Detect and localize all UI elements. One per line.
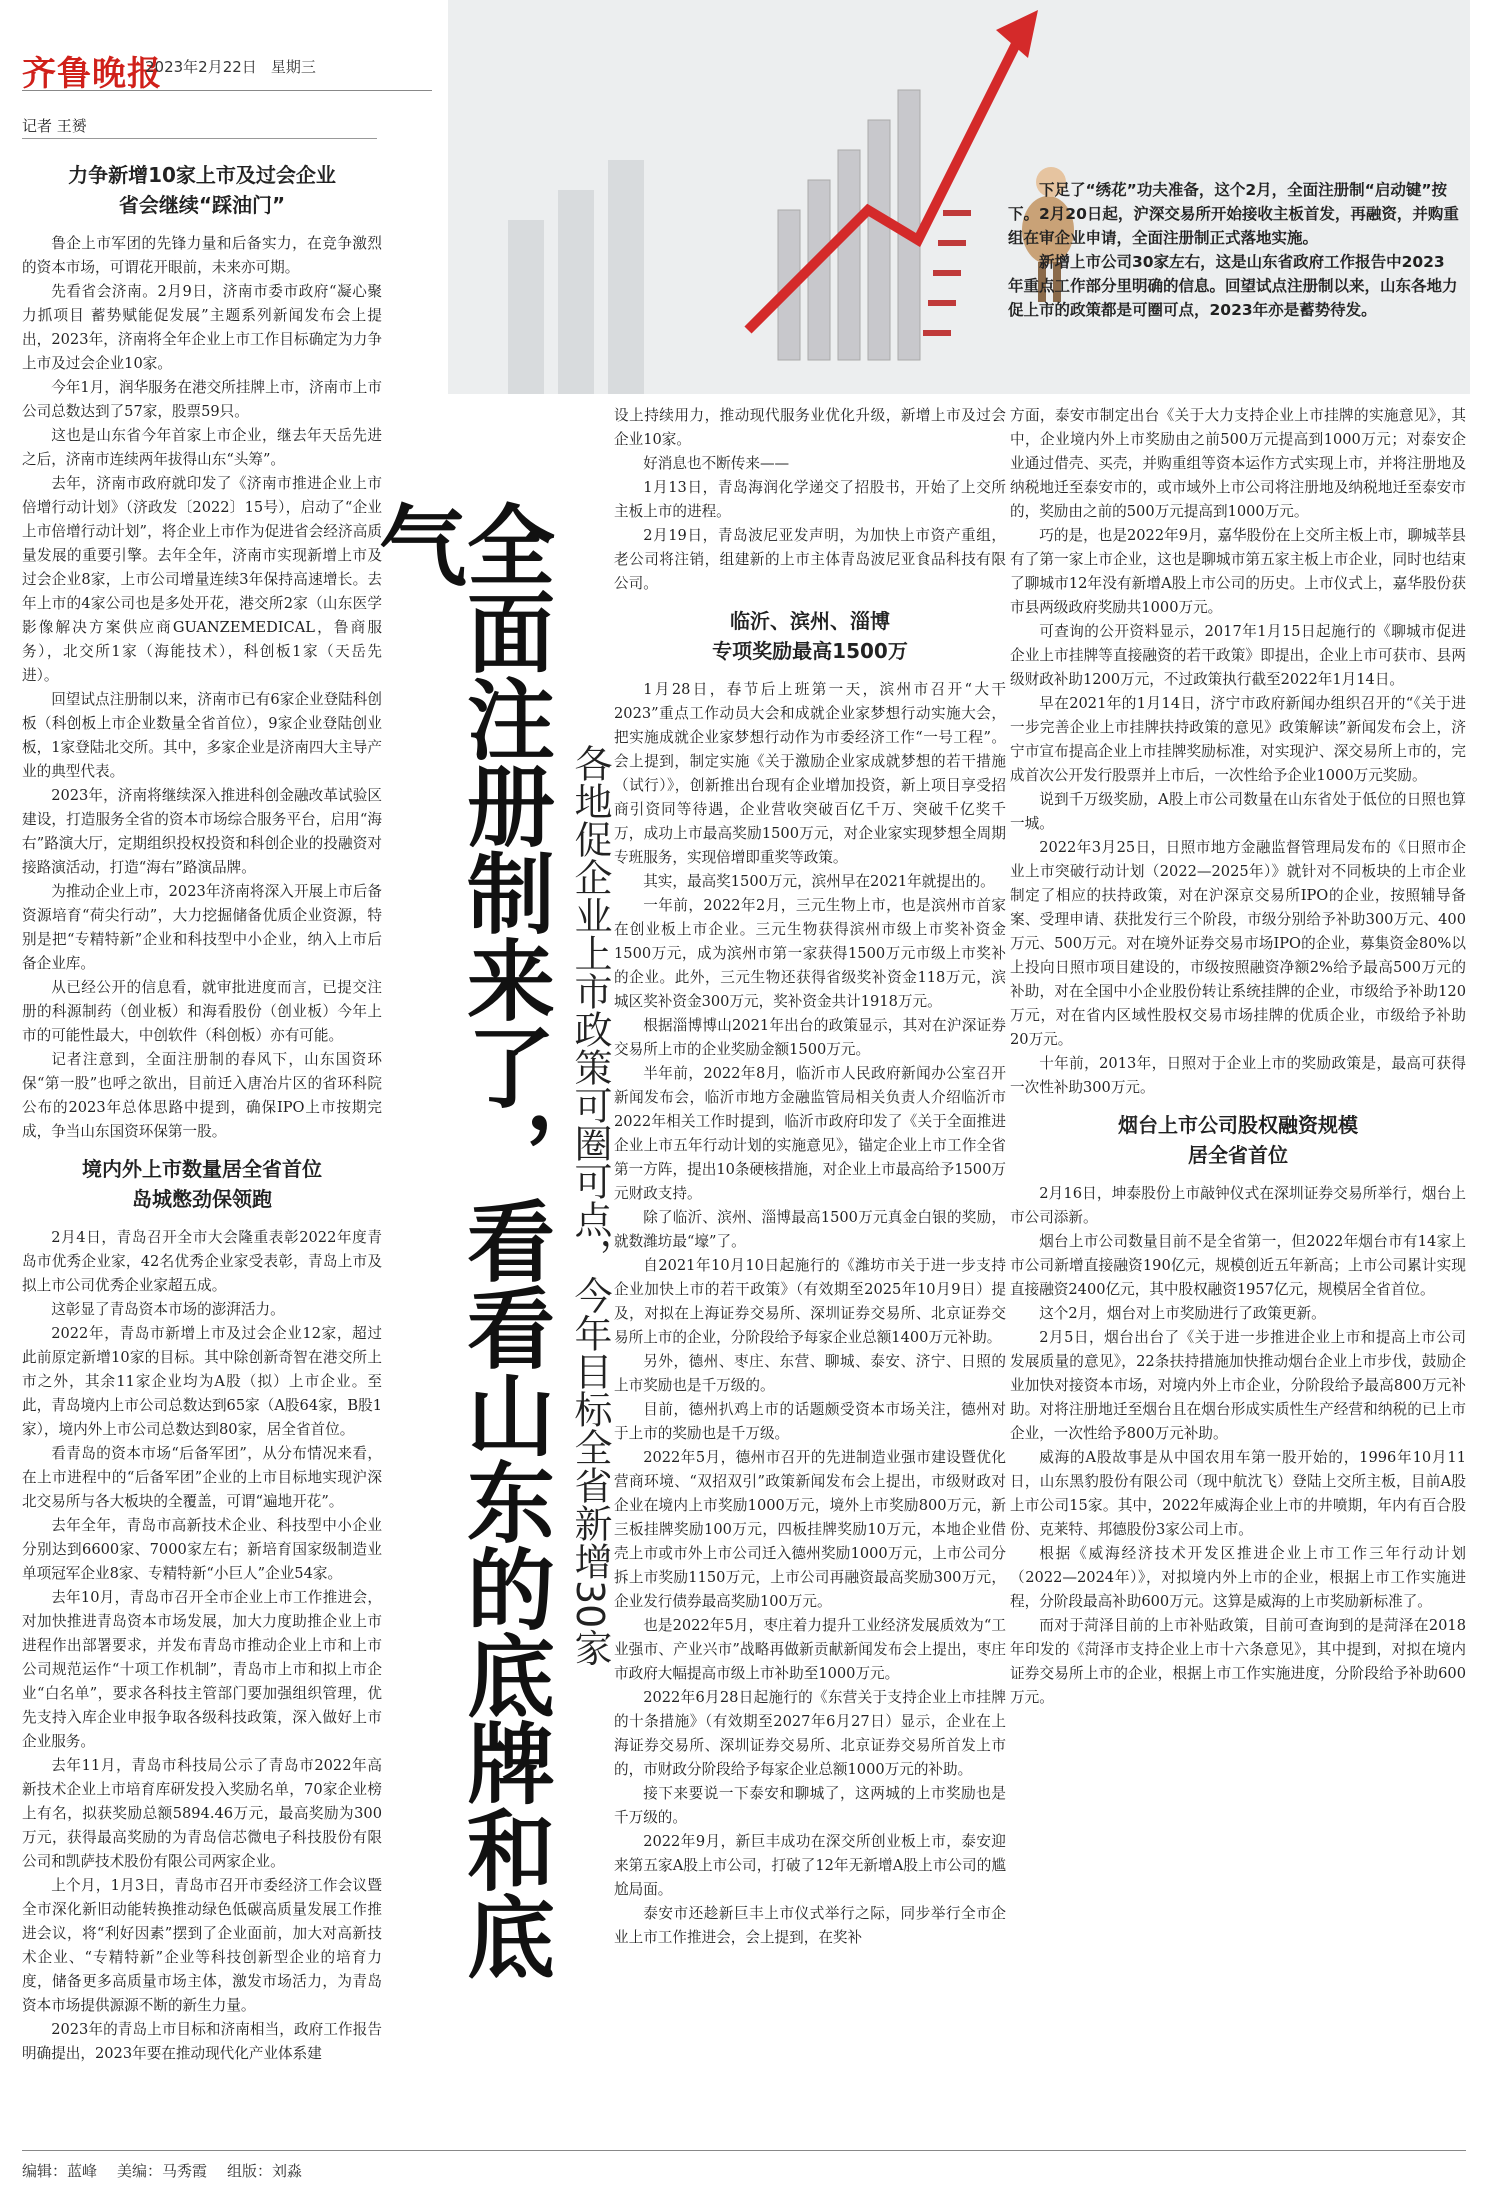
- section-heading: 境内外上市数量居全省首位 岛城憋劲保领跑: [82, 1157, 322, 1211]
- article-paragraph: 2月4日，青岛召开全市大会隆重表彰2022年度青岛市优秀企业家，42名优秀企业家受表彰，青岛上市及拟上市公司优秀企业家超五成。: [22, 1229, 382, 1294]
- column-2: [614, 404, 1006, 2140]
- article-paragraph: 目前，德州扒鸡上市的话题颇受资本市场关注，德州对于上市的奖励也是千万级。: [614, 1401, 1006, 1442]
- issue-meta: [145, 56, 330, 77]
- footer-rule: [22, 2150, 1466, 2151]
- article-paragraph: 而对于菏泽目前的上市补贴政策，目前可查询到的是菏泽在2018年印发的《菏泽市支持企业上市十六条意见》，其中提到，对拟在境内证券交易所上市的企业，根据上市工作实施进度，分阶段给予补助600万元。: [1010, 1617, 1466, 1706]
- section-heading: 烟台上市公司股权融资规模 居全省首位: [1118, 1113, 1358, 1167]
- article-paragraph: 1月28日，春节后上班第一天，滨州市召开“大干2023”重点工作动员大会和成就企业家梦想行动实施大会，把实施成就企业家梦想行动作为市委经济工作“一号工程”。会上提到，制定实施《关于激励企业家成就梦想的若干措施（试行）》，创新推出台现有企业增加投资，新上项目享受招商引资同等待遇，企业营收突破百亿千万、突破千亿奖千万，成功上市最高奖励1500万元，对企业家实现梦想全周期专班服务，实现倍增即重奖等政策。: [614, 681, 1006, 866]
- article-paragraph: 2023年的青岛上市目标和济南相当，政府工作报告明确提出，2023年要在推动现代化产业体系建: [22, 2021, 382, 2062]
- article-paragraph: 接下来要说一下泰安和聊城了，这两城的上市奖励也是千万级的。: [614, 1785, 1006, 1826]
- article-paragraph: 今年1月，润华服务在港交所挂牌上市，济南市上市公司总数达到了57家，股票59只。: [22, 379, 382, 420]
- article-paragraph: 去年，济南市政府就印发了《济南市推进企业上市倍增行动计划》（济政发〔2022〕15号），启动了“企业上市倍增行动计划”，将企业上市作为促进省会经济高质量发展的重要引擎。去年全年，济南市实现新增上市及过会企业8家，上市公司增量连续3年保持高速增长。去年上市的4家公司也是多处开花，港交所2家（山东医学影像解决方案供应商GUANZEMEDICAL，鲁商服务），北交所1家（海能技术），科创板1家（天岳先进）。: [22, 475, 382, 684]
- article-paragraph: 自2021年10月10日起施行的《潍坊市关于进一步支持企业加快上市的若干政策》（有效期至2025年10月9日）提及，对拟在上海证券交易所、深圳证券交易所、北京证券交易所上市的企业，分阶段给予每家企业总额1400万元补助。: [614, 1257, 1006, 1346]
- article-paragraph: 方面，泰安市制定出台《关于大力支持企业上市挂牌的实施意见》，其中，企业境内外上市奖励由之前500万元提高到1000万元；对泰安企业通过借壳、买壳，并购重组等资本运作方式实现上市，并将注册地及纳税地迁至泰安市的，或市域外上市公司将注册地及纳税地迁至泰安市的，奖励由之前的500万元提高到1000万元。: [1010, 407, 1466, 520]
- article-paragraph: 2月19日，青岛波尼亚发声明，为加快上市资产重组，老公司将注销，组建新的上市主体青岛波尼亚食品科技有限公司。: [614, 527, 1006, 592]
- article-paragraph: 威海的A股故事是从中国农用车第一股开始的，1996年10月11日，山东黑豹股份有限公司（现中航沈飞）登陆上交所主板，目前A股上市公司15家。其中，2022年威海企业上市的井喷期，年内有百合股份、克莱特、邦德股份3家公司上市。: [1010, 1449, 1466, 1538]
- article-paragraph: 2022年，青岛市新增上市及过会企业12家，超过此前原定新增10家的目标。其中除创新奇智在港交所上市之外，其余11家企业均为A股（拟）上市企业。至此，青岛境内上市公司总数达到65家（A股64家，B股1家），境内外上市公司总数达到80家，居全省首位。: [22, 1325, 382, 1438]
- article-paragraph: 2022年3月25日，日照市地方金融监督管理局发布的《日照市企业上市突破行动计划（2022—2025年）》就针对不同板块的上市企业制定了相应的扶持政策，对在沪深京交易所IPO的企业，按照辅导备案、受理申请、获批发行三个阶段，市级分别给予补助300万元、400万元、500万元。对在境外证券交易市场IPO的企业，募集资金80%以上投向日照市项目建设的，市级按照融资净额2%给予最高500万元的补助，对在全国中小企业股份转让系统挂牌的企业，市级给予补助120万元，对在省内区域性股权交易市场挂牌的优质企业，市级给予补助20万元。: [1010, 839, 1466, 1048]
- newspaper-logo: 齐鲁晚报: [22, 54, 162, 94]
- article-paragraph: 去年全年，青岛市高新技术企业、科技型中小企业分别达到6600家、7000家左右；新培育国家级制造业单项冠军企业8家、专精特新“小巨人”企业54家。: [22, 1517, 382, 1582]
- article-paragraph: 根据淄博博山2021年出台的政策显示，其对在沪深证券交易所上市的企业奖励金额1500万元。: [614, 1017, 1006, 1058]
- article-paragraph: 十年前，2013年，日照对于企业上市的奖励政策是，最高可获得一次性补助300万元。: [1010, 1055, 1466, 1096]
- article-paragraph: 从已经公开的信息看，就审批进度而言，已提交注册的科源制药（创业板）和海看股份（创业板）今年上市的可能性最大，中创软件（科创板）亦有可能。: [22, 979, 382, 1044]
- article-paragraph: 2022年9月，新巨丰成功在深交所创业板上市，泰安迎来第五家A股上市公司，打破了12年无新增A股上市公司的尴尬局面。: [614, 1833, 1006, 1898]
- article-paragraph: 这个2月，烟台对上市奖励进行了政策更新。: [1039, 1305, 1326, 1322]
- article-paragraph: 先看省会济南。2月9日，济南市委市政府“凝心聚力抓项目 蓄势赋能促发展”主题系列新闻发布会上提出，2023年，济南将全年企业上市工作目标确定为力争上市及过会企业10家。: [22, 283, 382, 372]
- article-paragraph: 记者注意到，全面注册制的春风下，山东国资环保“第一股”也呼之欲出，目前迁入唐冶片区的省环科院公布的2023年总体思路中提到，确保IPO上市按期完成，争当山东国资环保第一股。: [22, 1051, 382, 1140]
- article-paragraph: 1月13日，青岛海润化学递交了招股书，开始了上交所主板上市的进程。: [614, 479, 1006, 520]
- column-3: [1010, 404, 1466, 2140]
- article-paragraph: 一年前，2022年2月，三元生物上市，也是滨州市首家在创业板上市企业。三元生物获得滨州市级上市奖补资金1500万元，成为滨州市第一家获得1500万元市级上市奖补的企业。此外，三元生物还获得省级奖补资金118万元，滨城区奖补资金300万元，奖补资金共计1918万元。: [614, 897, 1006, 1010]
- article-paragraph: 回望试点注册制以来，济南市已有6家企业登陆科创板（科创板上市企业数量全省首位），9家企业登陆创业板，1家登陆北交所。其中，多家企业是济南四大主导产业的典型代表。: [22, 691, 382, 780]
- article-paragraph: 可查询的公开资料显示，2017年1月15日起施行的《聊城市促进企业上市挂牌等直接融资的若干政策》即提出，企业上市可获市、县两级财政补助1200万元，不过政策执行截至2022年1月14日。: [1010, 623, 1466, 688]
- reporter-byline: 记者 王赟: [22, 117, 87, 135]
- article-paragraph: 也是2022年5月，枣庄着力提升工业经济发展质效为“工业强市、产业兴市”战略再做新贡献新闻发布会上提出，枣庄市政府大幅提高市级上市补助至1000万元。: [614, 1617, 1006, 1682]
- caption-paragraph: 下足了“绣花”功夫准备，这个2月，全面注册制“启动键”按下。2月20日起，沪深交易所开始接收主板首发，再融资，并购重组在审企业申请，全面注册制正式落地实施。: [1008, 181, 1459, 247]
- article-paragraph: 烟台上市公司数量目前不是全省第一，但2022年烟台市有14家上市公司新增直接融资190亿元，规模创近五年新高；上市公司累计实现直接融资2400亿元，其中股权融资1957亿元，规模居全省首位。: [1010, 1233, 1466, 1298]
- headline: 全面注册制来了，看看山东的底牌和底气: [365, 500, 556, 1979]
- section-heading: 临沂、滨州、淄博 专项奖励最高1500万: [712, 609, 908, 663]
- article-paragraph: 泰安市还趁新巨丰上市仪式举行之际，同步举行全市企业上市工作推进会，会上提到，在奖补: [614, 1905, 1006, 1946]
- article-paragraph: 另外，德州、枣庄、东营、聊城、泰安、济宁、日照的上市奖励也是千万级的。: [614, 1353, 1006, 1394]
- hero-caption: [1008, 178, 1460, 322]
- article-paragraph: 半年前，2022年8月，临沂市人民政府新闻办公室召开新闻发布会，临沂市地方金融监管局相关负责人介绍临沂市2022年相关工作时提到，临沂市政府印发了《关于全面推进企业上市五年行动计划的实施意见》，锚定企业上市工作全省第一方阵，提出10条硬核措施，对企业上市最高给予1500万元财政支持。: [614, 1065, 1006, 1202]
- article-paragraph: 这也是山东省今年首家上市企业，继去年天岳先进之后，济南市连续两年拔得山东“头筹”。: [22, 427, 382, 468]
- article-paragraph: 2023年，济南将继续深入推进科创金融改革试验区建设，打造服务全省的资本市场综合服务平台，启用“海右”路演大厅，定期组织投权投资和科创企业的投融资对接路演活动，打造“海右”路演品牌。: [22, 787, 382, 876]
- article-paragraph: 2月16日，坤泰股份上市敲钟仪式在深圳证券交易所举行，烟台上市公司添新。: [1010, 1185, 1466, 1226]
- header-rule: [22, 90, 432, 91]
- issue-weekday: 星期三: [270, 58, 316, 76]
- article-paragraph: 根据《威海经济技术开发区推进企业上市工作三年行动计划（2022—2024年）》，对拟境内外上市的企业，根据上市工作实施进程，分阶段最高补助600万元。这算是威海的上市奖励新标准了。: [1010, 1545, 1466, 1610]
- article-paragraph: 为推动企业上市，2023年济南将深入开展上市后备资源培育“荷尖行动”，大力挖掘储备优质企业资源，特别是把“专精特新”企业和科技型中小企业，纳入上市后备企业库。: [22, 883, 382, 972]
- layout-credit: 组版：刘淼: [227, 2162, 303, 2180]
- article-paragraph: 鲁企上市军团的先锋力量和后备实力，在竞争激烈的资本市场，可谓花开眼前，未来亦可期。: [22, 235, 382, 276]
- article-paragraph: 巧的是，也是2022年9月，嘉华股份在上交所主板上市，聊城莘县有了第一家上市企业，这也是聊城市第五家主板上市企业，同时也结束了聊城市12年没有新增A股上市公司的历史。上市仪式上，嘉华股份获市县两级政府奖励共1000万元。: [1010, 527, 1466, 616]
- art-credit: 美编：马秀霞: [117, 2162, 208, 2180]
- byline-rule: [22, 138, 377, 139]
- article-paragraph: 其实，最高奖1500万元，滨州早在2021年就提出的。: [643, 873, 995, 890]
- article-paragraph: 早在2021年的1月14日，济宁市政府新闻办组织召开的“《关于进一步完善企业上市挂牌扶持政策的意见》政策解读”新闻发布会上，济宁市宣布提高企业上市挂牌奖励标准，对实现沪、深交易所上市的，完成首次公开发行股票并上市后，一次性给予企业1000万元奖励。: [1010, 695, 1466, 784]
- footer-credits: [22, 2160, 322, 2181]
- article-paragraph: 除了临沂、滨州、淄博最高1500万元真金白银的奖励，就数潍坊最“壕”了。: [614, 1209, 1006, 1250]
- article-paragraph: 2022年6月28日起施行的《东营关于支持企业上市挂牌的十条措施》（有效期至2027年6月27日）显示，企业在上海证券交易所、深圳证券交易所、北京证券交易所首发上市的，市财政分阶段给予每家企业总额1000万元的补助。: [614, 1689, 1006, 1778]
- article-paragraph: 设上持续用力，推动现代服务业优化升级，新增上市及过会企业10家。: [614, 407, 1006, 448]
- article-paragraph: 说到千万级奖励，A股上市公司数量在山东省处于低位的日照也算一城。: [1010, 791, 1466, 832]
- article-paragraph: 好消息也不断传来——: [643, 455, 790, 472]
- article-paragraph: 去年10月，青岛市召开全市企业上市工作推进会，对加快推进青岛资本市场发展，加大力度助推企业上市进程作出部署要求，并发布青岛市推动企业上市和上市公司规范运作“十项工作机制”，青岛市上市和拟上市企业“白名单”，要求各科技主管部门要加强组织管理，优先支持入库企业申报争取各级科技政策，深入做好上市企业服务。: [22, 1589, 382, 1750]
- article-paragraph: 看青岛的资本市场“后备军团”，从分布情况来看，在上市进程中的“后备军团”企业的上市目标地实现沪深北交易所与各大板块的全覆盖，可谓“遍地开花”。: [22, 1445, 382, 1510]
- article-paragraph: 去年11月，青岛市科技局公示了青岛市2022年高新技术企业上市培育库研发投入奖励名单，70家企业榜上有名，拟获奖励总额5894.46万元，最高奖励为300万元，获得最高奖励的为青岛信芯微电子科技股份有限公司和凯萨技术股份有限公司两家企业。: [22, 1757, 382, 1870]
- editor-credit: 编辑：蓝峰: [22, 2162, 98, 2180]
- caption-paragraph: 新增上市公司30家左右，这是山东省政府工作报告中2023年重点工作部分里明确的信息。回望试点注册制以来，山东各地力促上市的政策都是可圈可点，2023年亦是蓄势待发。: [1008, 253, 1458, 319]
- article-paragraph: 2022年5月，德州市召开的先进制造业强市建设暨优化营商环境、“双招双引”政策新闻发布会上提出，市级财政对企业在境内上市奖励1000万元，境外上市奖励800万元，新三板挂牌奖励100万元，四板挂牌奖励10万元，本地企业借壳上市或市外上市公司迁入德州奖励1000万元，上市公司分拆上市奖励1150万元，上市公司再融资最高奖励300万元，企业发行债券最高奖励100万元。: [614, 1449, 1006, 1610]
- article-paragraph: 上个月，1月3日，青岛市召开市委经济工作会议暨全市深化新旧动能转换推动绿色低碳高质量发展工作推进会议，将“利好因素”摆到了企业面前，加大对高新技术企业、“专精特新”企业等科技创新型企业的培育力度，储备更多高质量市场主体，激发市场活力，为青岛资本市场提供源源不断的新生力量。: [22, 1877, 382, 2014]
- issue-date: 2023年2月22日: [145, 58, 257, 76]
- subheadline: 各地促企业上市政策可圈可点，今年目标全省新增30家: [568, 744, 612, 1667]
- article-paragraph: 2月5日，烟台出台了《关于进一步推进企业上市和提高上市公司发展质量的意见》，22条扶持措施加快推动烟台企业上市步伐，鼓励企业加快对接资本市场，对境内外上市企业，分阶段给予最高800万元补助。对将注册地迁至烟台且在烟台形成实质性生产经营和纳税的已上市企业，一次性给予800万元补助。: [1010, 1329, 1466, 1442]
- column-1: [22, 150, 382, 2140]
- section-heading: 力争新增10家上市及过会企业 省会继续“踩油门”: [68, 163, 336, 217]
- article-paragraph: 这彰显了青岛资本市场的澎湃活力。: [51, 1301, 285, 1318]
